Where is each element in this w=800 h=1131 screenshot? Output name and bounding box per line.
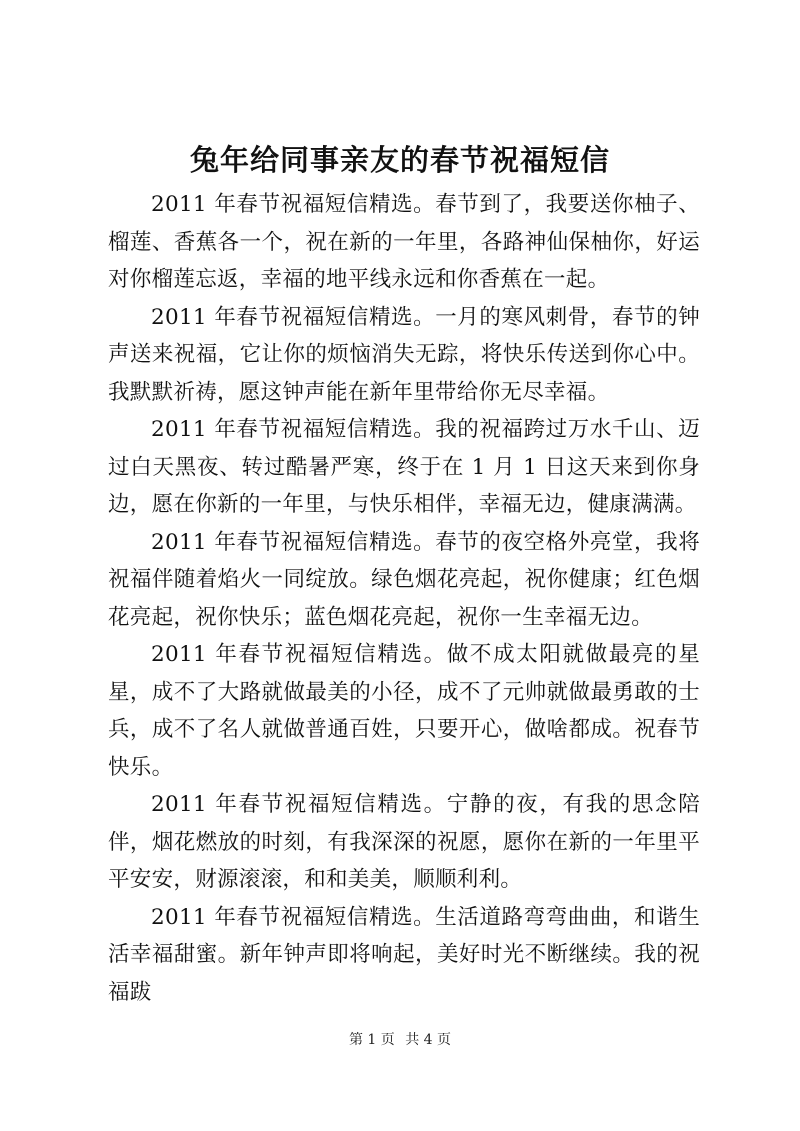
paragraph: 2011 年春节祝福短信精选。做不成太阳就做最亮的星星，成不了大路就做最美的小径，成不了元帅就做最勇敢的士兵，成不了名人就做普通百姓，只要开心，做啥都成。祝春节快乐。 [108,642,700,780]
page-number: 第 1 页 [348,1032,395,1048]
document-body [108,186,700,1011]
paragraph: 2011 年春节祝福短信精选。春节到了，我要送你柚子、榴莲、香蕉各一个，祝在新的一年里，各路神仙保柚你，好运对你榴莲忘返，幸福的地平线永远和你香蕉在一起。 [108,192,700,292]
paragraph: 2011 年春节祝福短信精选。宁静的夜，有我的思念陪伴，烟花燃放的时刻，有我深深的祝愿，愿你在新的一年里平平安安，财源滚滚，和和美美，顺顺利利。 [108,792,700,892]
page-total: 共 4 页 [405,1032,452,1048]
paragraph: 2011 年春节祝福短信精选。一月的寒风刺骨，春节的钟声送来祝福，它让你的烦恼消失无踪，将快乐传送到你心中。我默默祈祷，愿这钟声能在新年里带给你无尽幸福。 [108,304,700,405]
paragraph: 2011 年春节祝福短信精选。春节的夜空格外亮堂，我将祝福伴随着焰火一同绽放。绿色烟花亮起，祝你健康；红色烟花亮起，祝你快乐；蓝色烟花亮起，祝你一生幸福无边。 [108,529,700,630]
document-title: 兔年给同事亲友的春节祝福短信 [189,143,610,177]
page-footer [0,1030,800,1050]
paragraph: 2011 年春节祝福短信精选。生活道路弯弯曲曲，和谐生活幸福甜蜜。新年钟声即将响起，美好时光不断继续。我的祝福跋 [108,904,700,1005]
paragraph: 2011 年春节祝福短信精选。我的祝福跨过万水千山、迈过白天黑夜、转过酷暑严寒，终于在 1 月 1 日这天来到你身边，愿在你新的一年里，与快乐相伴，幸福无边，健康满满。 [108,417,700,517]
